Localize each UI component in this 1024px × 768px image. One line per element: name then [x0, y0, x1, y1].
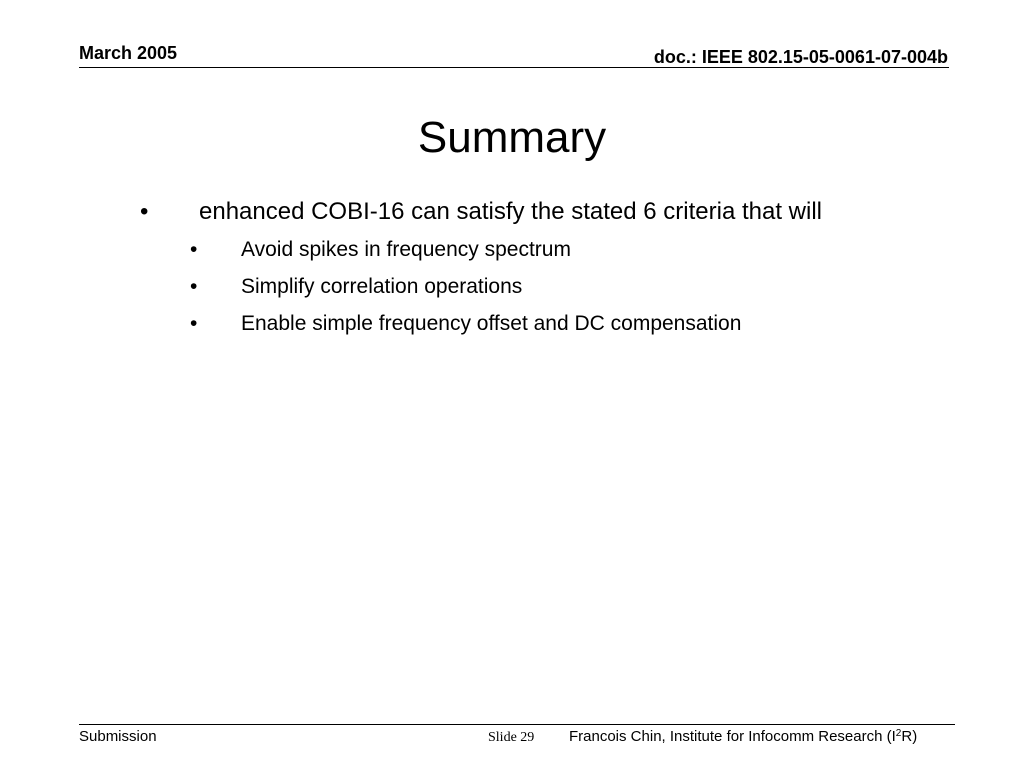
footer-author [569, 728, 917, 746]
bullet-marker: • [190, 312, 198, 335]
sub-bullet-text: Avoid spikes in frequency spectrum [241, 238, 571, 261]
bullet-marker: • [140, 198, 149, 225]
footer-author-prefix: Francois Chin, Institute for Infocomm Research (I [569, 728, 896, 745]
main-bullet-text: enhanced COBI-16 can satisfy the stated 6 criteria that will [199, 198, 822, 225]
footer-author-suffix: R) [901, 728, 918, 745]
slide-title: Summary [417, 113, 607, 162]
sub-bullet-text: Simplify correlation operations [241, 275, 523, 298]
bullet-marker: • [190, 275, 198, 298]
header-doc-id: doc.: IEEE 802.15-05-0061-07-004b [653, 47, 948, 67]
footer-submission: Submission [79, 728, 157, 745]
bullet-marker: • [190, 238, 198, 261]
footer-author-superscript: 2 [895, 728, 902, 739]
header-date: March 2005 [79, 43, 178, 63]
footer-slide-number: Slide 29 [488, 730, 535, 745]
footer-divider [79, 724, 955, 725]
sub-bullet-text: Enable simple frequency offset and DC compensation [241, 312, 742, 335]
